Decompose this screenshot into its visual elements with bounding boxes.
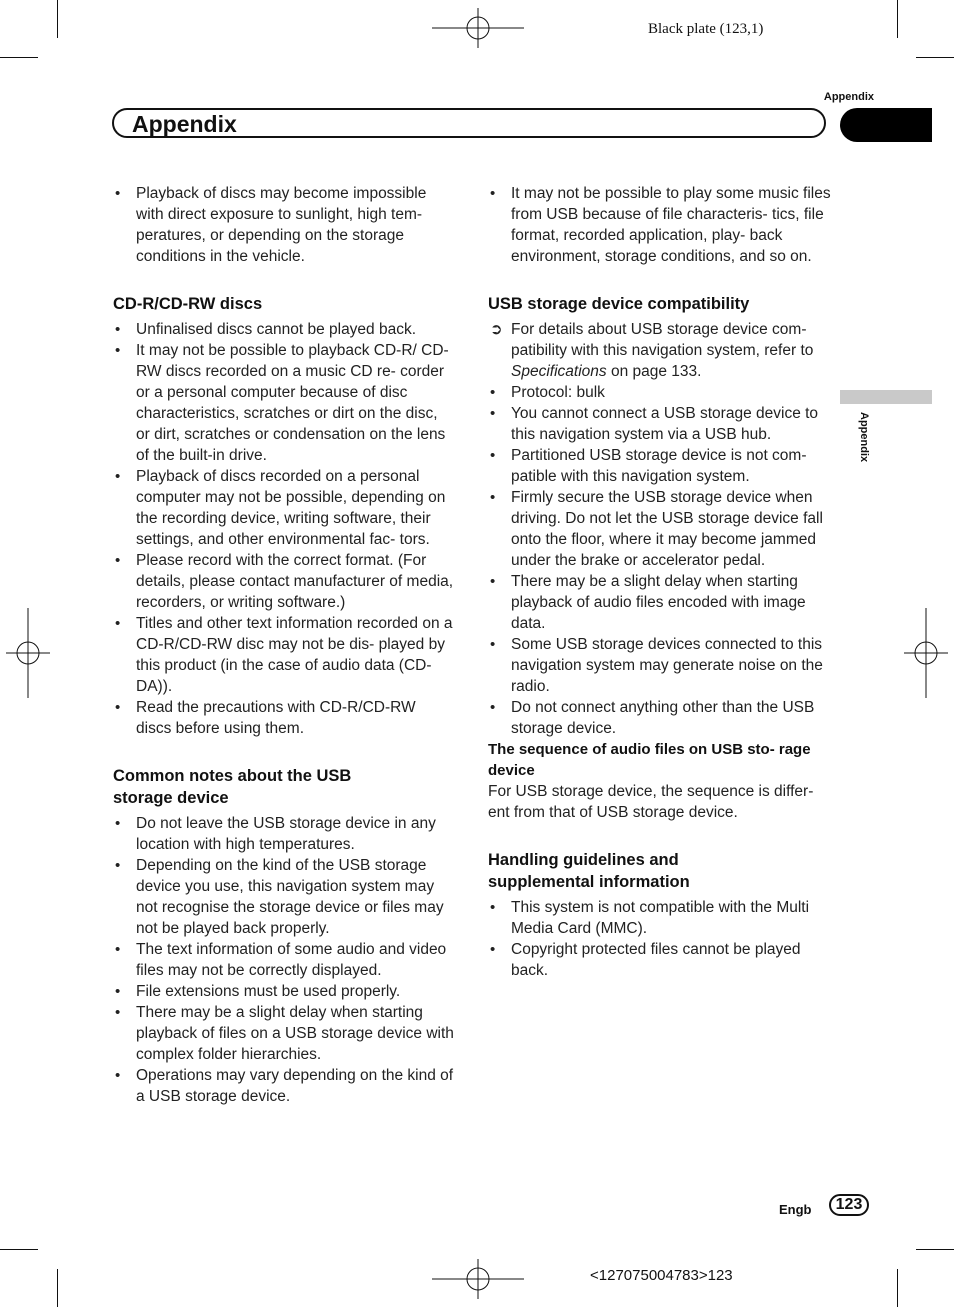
section-heading-compat: USB storage device compatibility	[488, 295, 750, 313]
plate-label: Black plate (123,1)	[648, 21, 764, 37]
bullet-icon: •	[115, 552, 121, 569]
list-item: • Do not leave the USB storage device in any location with high temperatures.	[115, 815, 436, 853]
list-item: • Operations may vary depending on the kind of a USB storage device.	[115, 1067, 454, 1105]
side-tab-label: Appendix	[858, 412, 870, 463]
section-tab	[840, 108, 932, 142]
bullet-icon: •	[490, 384, 496, 401]
list-item: • Copyright protected files cannot be played back.	[490, 941, 801, 979]
right-column	[488, 183, 832, 981]
bullet-icon: •	[490, 185, 496, 202]
list-item: • Titles and other text information recorded on a CD-R/CD-RW disc may not be dis- played by this product (in the case of audio data (CD-DA)).	[115, 615, 453, 695]
bullet-icon: •	[490, 699, 496, 716]
list-item: • Protocol: bulk	[490, 384, 605, 401]
list-item: • You cannot connect a USB storage device to this navigation system via a USB hub.	[490, 405, 819, 443]
list-item: • Firmly secure the USB storage device when driving. Do not let the USB storage device fall onto the floor, where it may become jammed under the brake or accelerator pedal.	[490, 489, 823, 569]
bullet-icon: •	[115, 321, 121, 338]
bullet-icon: •	[490, 636, 496, 653]
registration-mark-right	[904, 608, 948, 698]
section-header-bar	[112, 108, 826, 138]
list-item: • It may not be possible to play some music files from USB because of file characteris- tics, file format, recorded application, play- back environment, storage conditions, and so on.	[490, 185, 831, 265]
left-column	[113, 183, 455, 1107]
bullet-icon: •	[490, 573, 496, 590]
crop-mark	[0, 1249, 38, 1250]
language-code: Engb	[779, 1202, 812, 1217]
handling-list	[488, 897, 832, 981]
list-item: • Please record with the correct format. (For details, please contact manufacturer of media, recorders, or writing software.)	[115, 552, 454, 611]
bullet-icon: •	[115, 342, 121, 359]
running-header: Appendix	[823, 91, 874, 103]
section-heading-cd: CD-R/CD-RW discs	[113, 295, 263, 313]
list-item: • There may be a slight delay when starting playback of audio files encoded with image data.	[490, 573, 806, 632]
list-item: • File extensions must be used properly.	[115, 983, 401, 1000]
page-title: Appendix	[132, 111, 237, 137]
bullet-icon: •	[490, 941, 496, 958]
list-item: • It may not be possible to playback CD-R/ CD-RW discs recorded on a music CD re- corder or a personal computer because of disc characteristics, scratches or dirt on the disc, or dirt, scratches or condensation on the lens of the built-in drive.	[115, 342, 449, 464]
bullet-icon: •	[115, 941, 121, 958]
list-item: • Playback of discs recorded on a personal computer may not be possible, depending on the recording device, writing software, their settings, and other environmental fac- tors.	[115, 468, 446, 548]
arrow-right-icon: ➲	[490, 321, 503, 338]
bullet-icon: •	[115, 468, 121, 485]
bullet-icon: •	[115, 699, 121, 716]
bullet-icon: •	[115, 615, 121, 632]
crop-mark	[897, 1269, 898, 1307]
list-item: • Unfinalised discs cannot be played back.	[115, 321, 417, 338]
registration-mark-bottom	[432, 1259, 524, 1299]
bullet-icon: •	[490, 447, 496, 464]
registration-mark-left	[6, 608, 50, 698]
sequence-body: For USB storage device, the sequence is differ- ent from that of USB storage device.	[488, 783, 814, 821]
intro-list-right	[488, 183, 832, 267]
bullet-icon: •	[115, 1067, 121, 1084]
list-item: • There may be a slight delay when starting playback of files on a USB storage device with complex folder hierarchies.	[115, 1004, 454, 1063]
list-item: • Do not connect anything other than the USB storage device.	[490, 699, 815, 737]
bullet-icon: •	[115, 815, 121, 832]
section-heading-usb-notes: Common notes about the USB storage device	[113, 767, 352, 807]
cd-list	[113, 319, 455, 739]
registration-mark-top	[432, 8, 524, 48]
crop-mark	[57, 1269, 58, 1307]
specifications-link[interactable]: Specifications	[511, 363, 607, 380]
crop-mark	[897, 0, 898, 38]
document-code: <127075004783>123	[590, 1267, 733, 1284]
bullet-icon: •	[115, 185, 121, 202]
bullet-icon: •	[115, 1004, 121, 1021]
crop-mark	[0, 57, 38, 58]
bullet-icon: •	[115, 857, 121, 874]
list-item: • Depending on the kind of the USB storage device you use, this navigation system may not recognise the storage device or files may not be played back properly.	[115, 857, 444, 937]
bullet-icon: •	[490, 899, 496, 916]
crop-mark	[57, 0, 58, 38]
list-item: • Partitioned USB storage device is not com- patible with this navigation system.	[490, 447, 807, 485]
side-tab	[840, 390, 932, 404]
list-item: • Playback of discs may become impossible with direct exposure to sunlight, high tem- peratures, or depending on the storage conditions in the vehicle.	[115, 185, 427, 265]
list-item: • This system is not compatible with the Multi Media Card (MMC).	[490, 899, 810, 937]
list-item: • The text information of some audio and video files may not be correctly displayed.	[115, 941, 447, 979]
list-item-reference: ➲ For details about USB storage device com- patibility with this navigation system, refer to Specifications on page 133.	[490, 321, 814, 380]
bullet-icon: •	[490, 405, 496, 422]
crop-mark	[916, 57, 954, 58]
subheading-sequence: The sequence of audio files on USB sto- rage device	[488, 741, 811, 779]
usb-notes-list	[113, 813, 455, 1107]
list-item: • Some USB storage devices connected to this navigation system may generate noise on the radio.	[490, 636, 823, 695]
bullet-icon: •	[115, 983, 121, 1000]
compat-list	[488, 319, 832, 739]
list-item: • Read the precautions with CD-R/CD-RW discs before using them.	[115, 699, 416, 737]
section-heading-handling: Handling guidelines and supplemental information	[488, 851, 690, 891]
crop-mark	[916, 1249, 954, 1250]
page-number: 123	[829, 1194, 869, 1216]
intro-list-left	[113, 183, 455, 267]
bullet-icon: •	[490, 489, 496, 506]
